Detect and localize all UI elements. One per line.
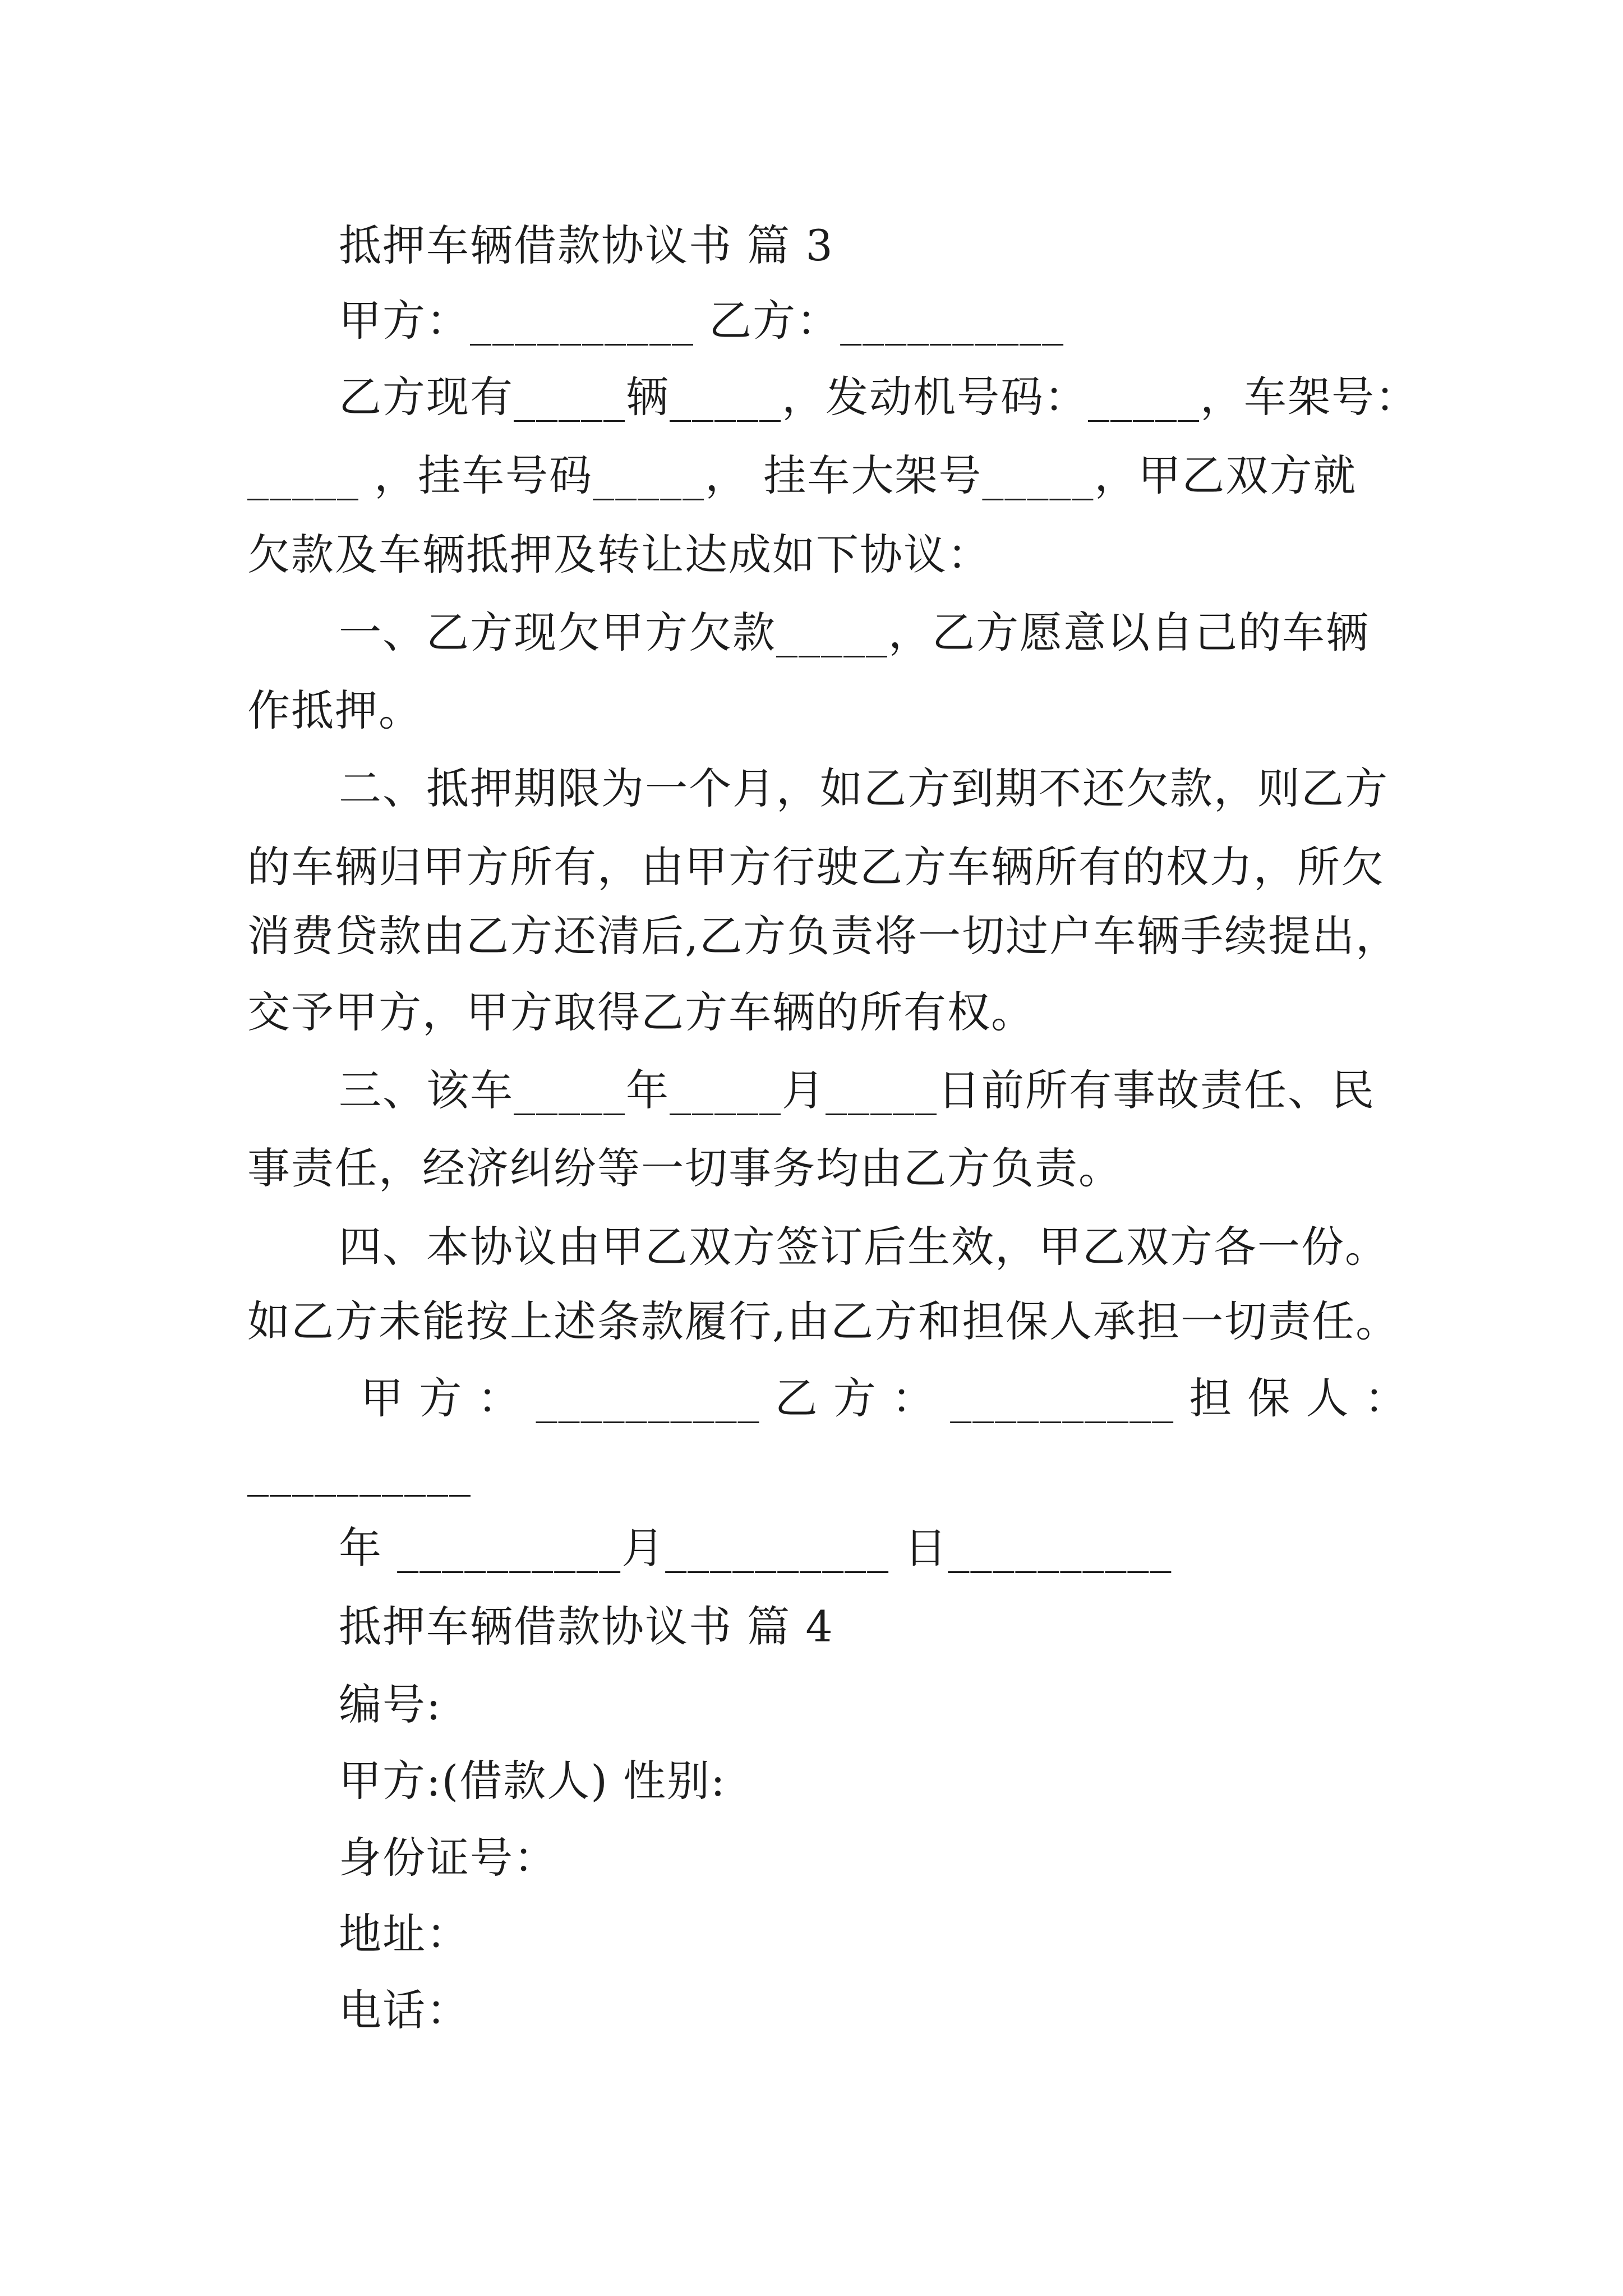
field-number: 编号: [339,1680,442,1729]
clause-2-line: 的车辆归甲方所有，由甲方行驶乙方车辆所有的权力，所欠 [247,842,1385,892]
field-id-number: 身份证号： [339,1833,557,1883]
field-phone: 电话： [339,1985,470,2035]
preamble-line: _____ ，挂车号码_____， 挂车大架号_____，甲乙双方就 [247,450,1357,500]
clause-2-line: 消费贷款由乙方还清后,乙方负责将一切过户车辆手续提出， [247,911,1400,961]
date-line: 年 __________月__________ 日__________ [339,1523,1173,1573]
clause-4-line: 四、本协议由甲乙双方签订后生效，甲乙双方各一份。 [339,1222,1389,1272]
section-4-title: 抵押车辆借款协议书 篇 4 [339,1602,834,1651]
field-borrower-gender: 甲方:(借款人) 性别: [339,1756,726,1806]
preamble-line: 乙方现有_____辆_____，发动机号码：_____，车架号： [339,372,1419,422]
clause-1-line: 一、乙方现欠甲方欠款_____，乙方愿意以自己的车辆 [339,608,1370,657]
signature-line: 甲 方 ： __________ 乙 方 ： __________ 担 保 人 ： [361,1373,1408,1423]
clause-3-line: 三、该车_____年_____月_____日前所有事故责任、民 [339,1065,1375,1115]
preamble-line: 欠款及车辆抵押及转让达成如下协议： [247,530,991,579]
clause-3-line: 事责任，经济纠纷等一切事务均由乙方负责。 [247,1143,1122,1193]
field-address: 地址： [339,1909,470,1959]
clause-1-line: 作抵押。 [247,685,422,735]
section-3-title: 抵押车辆借款协议书 篇 3 [339,220,834,270]
guarantor-signature-blank: __________ [247,1447,472,1497]
clause-2-line: 交予甲方，甲方取得乙方车辆的所有权。 [247,987,1035,1037]
clause-4-line: 如乙方未能按上述条款履行,由乙方和担保人承担一切责任。 [247,1296,1400,1346]
clause-2-line: 二、抵押期限为一个月，如乙方到期不还欠款，则乙方 [339,763,1389,813]
parties-line: 甲方：__________ 乙方：__________ [339,296,1065,346]
